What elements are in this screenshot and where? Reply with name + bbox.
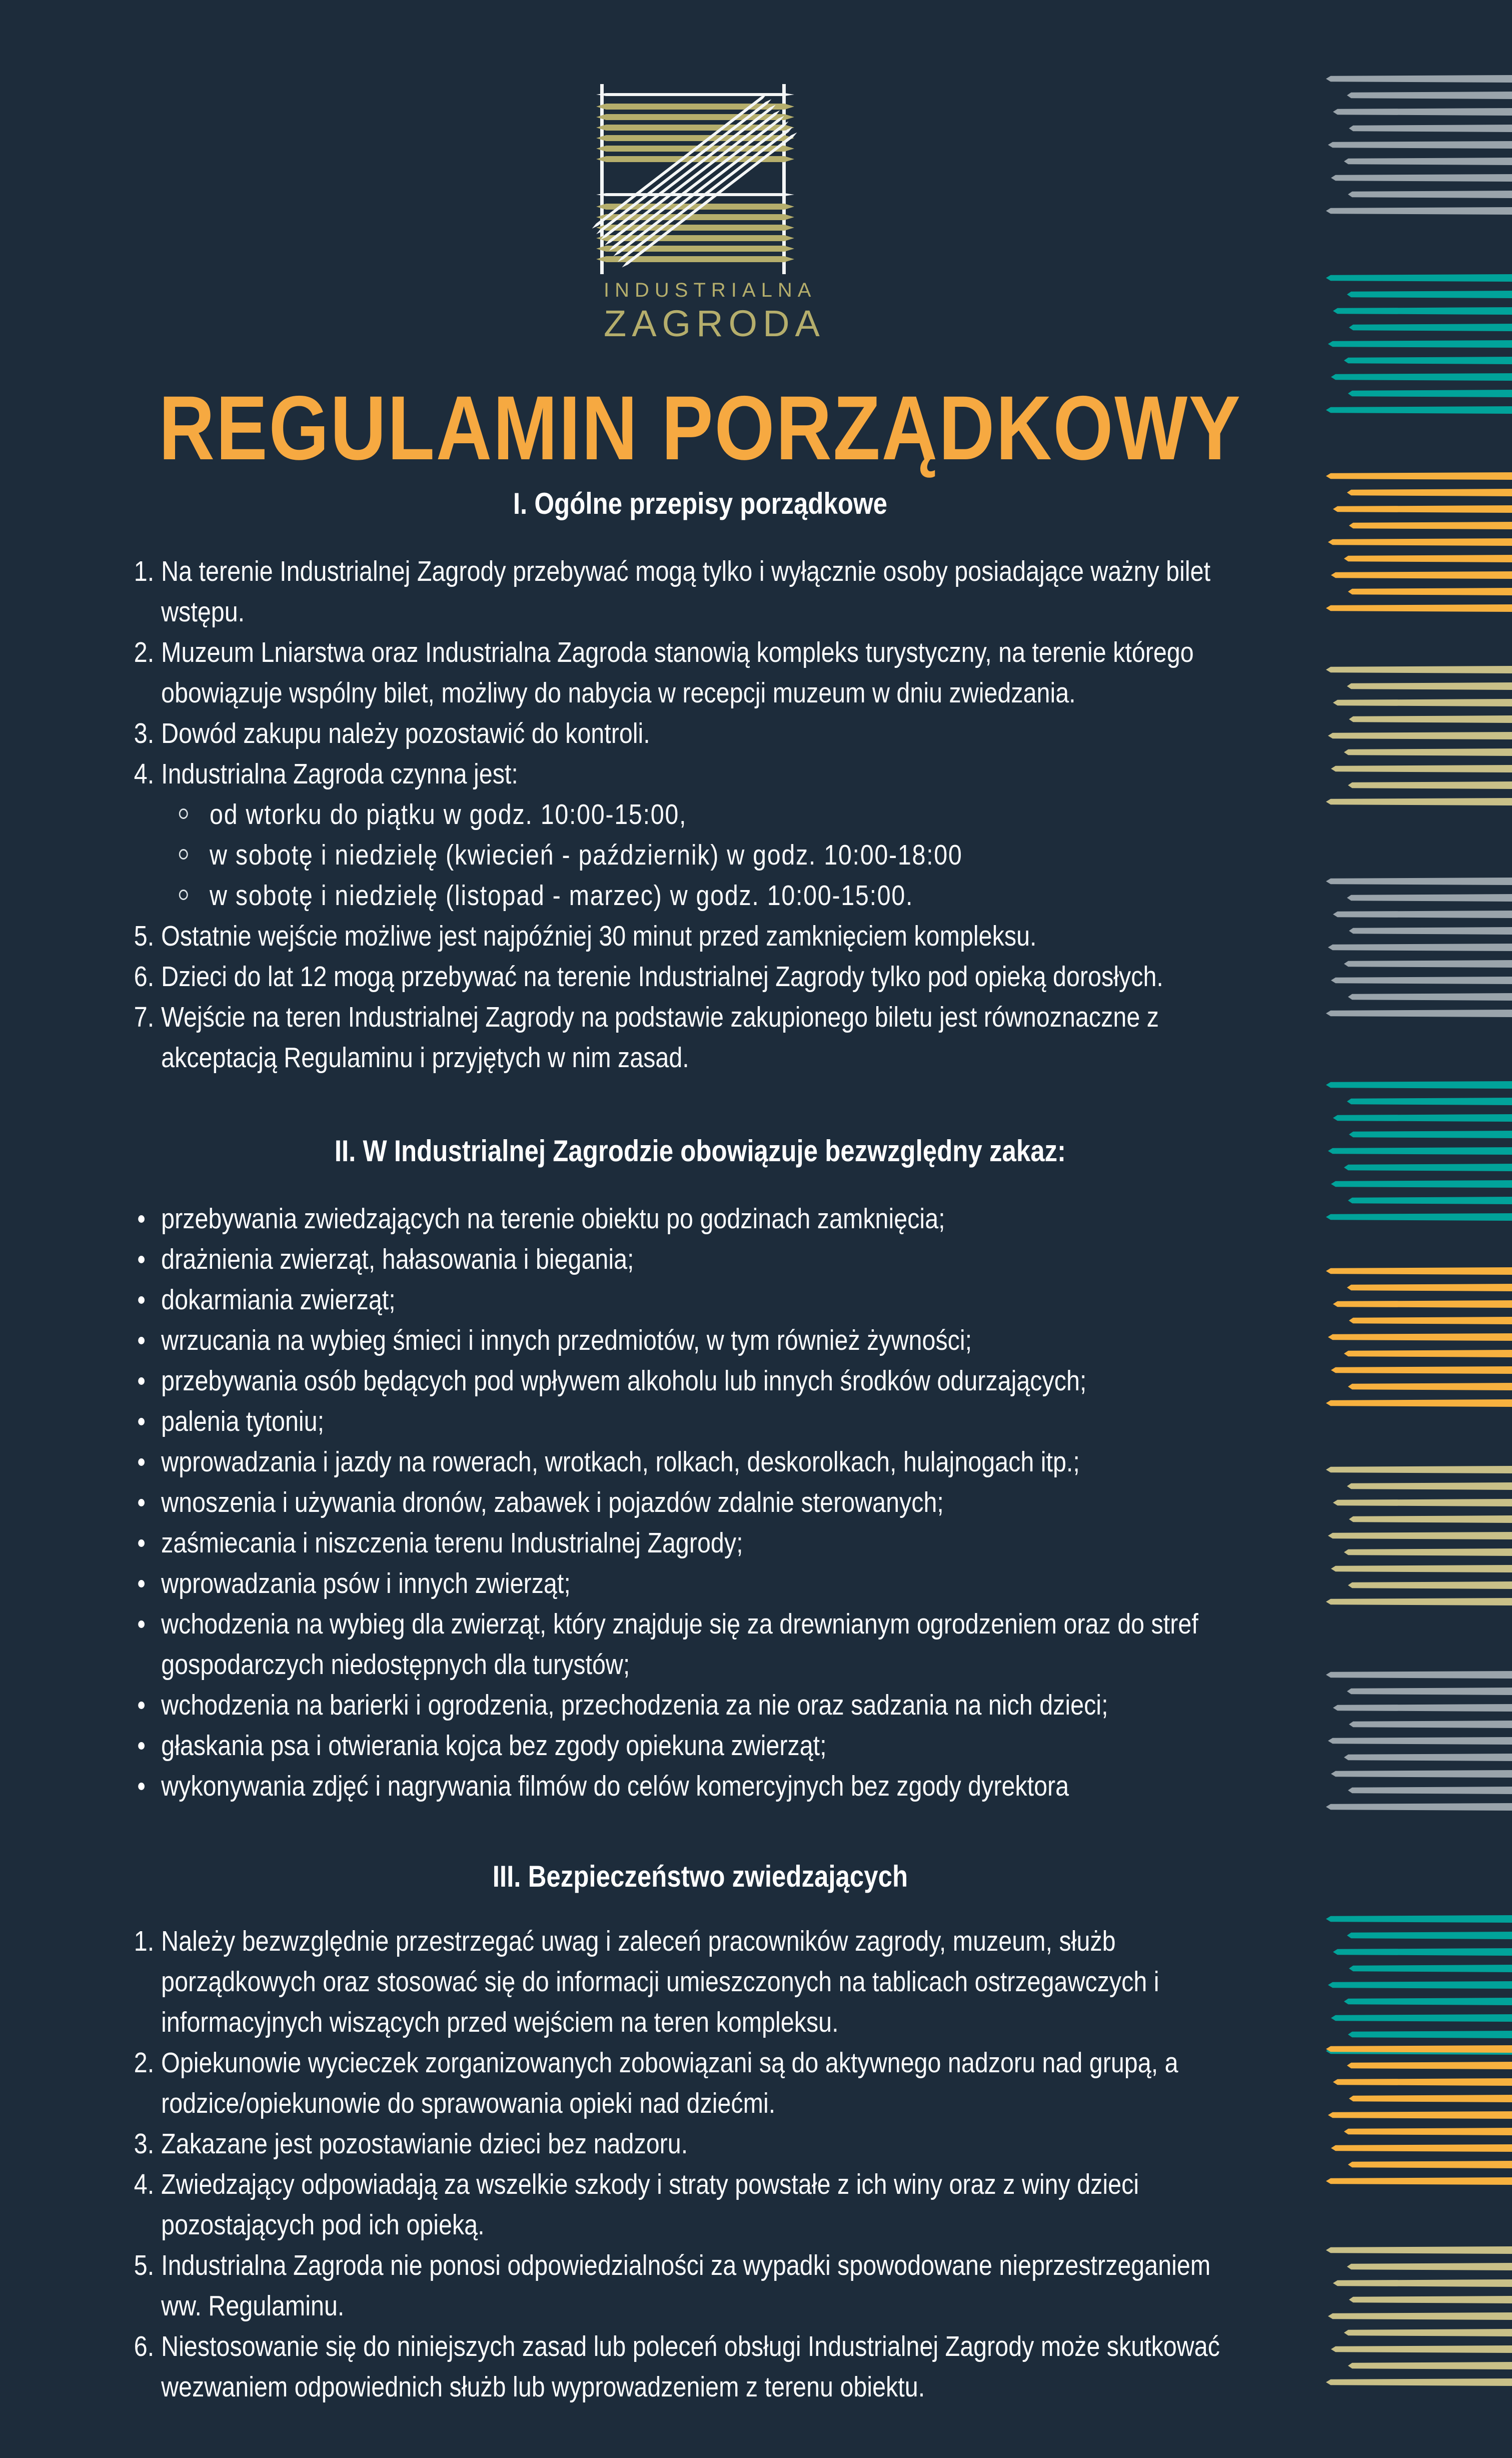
list-item	[134, 2326, 1256, 2407]
bullet-icon	[138, 1539, 145, 1547]
item-text: Industrialna Zagroda nie ponosi odpowiedzialności za wypadki spowodowane nieprzestrzeganiem ww. Regulaminu.	[161, 2249, 1211, 2322]
list-item	[134, 1239, 1256, 1280]
item-number: 3.	[134, 2128, 155, 2160]
bullet-icon	[138, 1620, 145, 1628]
item-number: 2.	[134, 636, 155, 668]
item-text: Opiekunowie wycieczek zorganizowanych zobowiązani są do aktywnego nadzoru nad grupą, a rodzice/opiekunowie do sprawowania opieki nad dziećmi.	[161, 2047, 1178, 2119]
section-list-3	[134, 1921, 1256, 2407]
section-list-1	[134, 551, 1256, 1078]
open-circle-bullet-icon	[179, 890, 188, 900]
item-text: Należy bezwzględnie przestrzegać uwag i zaleceń pracowników zagrody, muzeum, służb porządkowych oraz stosować się do informacji umieszczonych na tablicach ostrzegawczych i informacyjnych wiszących przed wejściem na teren kompleksu.	[161, 1925, 1159, 2038]
list-item	[134, 1442, 1256, 1482]
open-circle-bullet-icon	[179, 849, 188, 860]
item-number: 6.	[134, 2330, 155, 2362]
item-number: 2.	[134, 2047, 155, 2079]
list-item	[134, 713, 1256, 754]
bullet-icon	[138, 1458, 145, 1466]
sub-list-item	[176, 876, 1256, 916]
list-item	[134, 551, 1256, 632]
item-text: zaśmiecania i niszczenia terenu Industrialnej Zagrody;	[161, 1527, 743, 1559]
item-text: palenia tytoniu;	[161, 1405, 325, 1437]
item-text: Na terenie Industrialnej Zagrody przebywać mogą tylko i wyłącznie osoby posiadające ważny bilet wstępu.	[161, 555, 1211, 628]
sub-list-item	[176, 835, 1256, 876]
item-text: przebywania osób będących pod wpływem alkoholu lub innych środków odurzających;	[161, 1365, 1087, 1397]
sub-list	[161, 794, 1256, 916]
item-number: 6.	[134, 961, 155, 993]
item-text: wnoszenia i używania dronów, zabawek i pojazdów zdalnie sterowanych;	[161, 1486, 944, 1518]
bullet-icon	[138, 1742, 145, 1750]
bullet-icon	[138, 1256, 145, 1263]
section-heading-2: II. W Industrialnej Zagrodzie obowiązuje bezwzględny zakaz:	[334, 1134, 1066, 1168]
list-item	[134, 1320, 1256, 1361]
item-text: Zwiedzający odpowiadają za wszelkie szkody i straty powstałe z ich winy oraz z winy dzieci pozostających pod ich opieką.	[161, 2168, 1139, 2241]
section-heading-1: I. Ogólne przepisy porządkowe	[513, 487, 888, 520]
list-item	[134, 1361, 1256, 1401]
item-number: 4.	[134, 758, 155, 790]
list-item	[134, 1482, 1256, 1523]
item-text: Zakazane jest pozostawianie dzieci bez nadzoru.	[161, 2128, 688, 2160]
page-title: REGULAMIN PORZĄDKOWY	[159, 377, 1242, 479]
sub-item-text: od wtorku do piątku w godz. 10:00-15:00,	[210, 798, 687, 831]
item-number: 3.	[134, 717, 155, 749]
sub-item-text: w sobotę i niedzielę (listopad - marzec) w godz. 10:00-15:00.	[210, 880, 914, 912]
item-text: Industrialna Zagroda czynna jest:	[161, 758, 518, 790]
item-text: Dowód zakupu należy pozostawić do kontroli.	[161, 717, 650, 749]
list-item	[134, 1766, 1256, 1807]
list-item	[134, 1921, 1256, 2043]
list-item	[134, 957, 1256, 997]
list-item	[134, 2164, 1256, 2245]
item-number: 4.	[134, 2168, 155, 2200]
item-text: Muzeum Lniarstwa oraz Industrialna Zagroda stanowią kompleks turystyczny, na terenie którego obowiązuje wspólny bilet, możliwy do nabycia w recepcji muzeum w dniu zwiedzania.	[161, 636, 1194, 709]
bullet-icon	[138, 1418, 145, 1425]
item-number: 7.	[134, 1001, 155, 1033]
list-item	[134, 916, 1256, 957]
list-item	[134, 1280, 1256, 1320]
item-text: wprowadzania psów i innych zwierząt;	[161, 1567, 571, 1599]
bullet-icon	[138, 1580, 145, 1587]
bullet-icon	[138, 1702, 145, 1709]
list-item	[134, 754, 1256, 916]
bullet-icon	[138, 1377, 145, 1385]
bullet-icon	[138, 1783, 145, 1790]
logo-text-zagroda: ZAGRODA	[604, 303, 825, 344]
list-item	[134, 2124, 1256, 2164]
list-item	[134, 1401, 1256, 1442]
item-text: wchodzenia na wybieg dla zwierząt, który znajduje się za drewnianym ogrodzeniem oraz do stref gospodarczych niedostępnych dla turystów;	[161, 1608, 1198, 1681]
bullet-icon	[138, 1215, 145, 1223]
item-number: 1.	[134, 555, 155, 587]
item-text: Dzieci do lat 12 mogą przebywać na terenie Industrialnej Zagrody tylko pod opieką dorosłych.	[161, 961, 1163, 993]
list-item	[134, 1726, 1256, 1766]
bullet-icon	[138, 1499, 145, 1506]
item-number: 5.	[134, 920, 155, 952]
item-text: przebywania zwiedzających na terenie obiektu po godzinach zamknięcia;	[161, 1203, 945, 1235]
list-item	[134, 997, 1256, 1078]
item-text: dokarmiania zwierząt;	[161, 1284, 396, 1316]
list-item	[134, 1199, 1256, 1239]
logo-text-industrialna: INDUSTRIALNA	[604, 279, 817, 301]
list-item	[134, 2043, 1256, 2124]
item-number: 5.	[134, 2249, 155, 2281]
list-item	[134, 1563, 1256, 1604]
list-item	[134, 1685, 1256, 1726]
bullet-icon	[138, 1296, 145, 1304]
item-text: drażnienia zwierząt, hałasowania i biegania;	[161, 1243, 634, 1275]
sub-list-item	[176, 794, 1256, 835]
item-text: wykonywania zdjęć i nagrywania filmów do celów komercyjnych bez zgody dyrektora	[161, 1770, 1069, 1802]
item-text: Wejście na teren Industrialnej Zagrody na podstawie zakupionego biletu jest równoznaczne z akceptacją Regulaminu i przyjętych w nim zasad.	[161, 1001, 1159, 1074]
open-circle-bullet-icon	[179, 808, 188, 819]
list-item	[134, 1604, 1256, 1685]
item-text: wprowadzania i jazdy na rowerach, wrotkach, rolkach, deskorolkach, hulajnogach itp.;	[161, 1446, 1080, 1478]
item-number: 1.	[134, 1925, 155, 1957]
item-text: wrzucania na wybieg śmieci i innych przedmiotów, w tym również żywności;	[161, 1324, 972, 1356]
sub-item-text: w sobotę i niedzielę (kwiecień - październik) w godz. 10:00-18:00	[210, 839, 963, 871]
item-text: Ostatnie wejście możliwe jest najpóźniej 30 minut przed zamknięciem kompleksu.	[161, 920, 1037, 952]
item-text: Niestosowanie się do niniejszych zasad lub poleceń obsługi Industrialnej Zagrody może skutkować wezwaniem odpowiednich służb lub wyprowadzeniem z terenu obiektu.	[161, 2330, 1220, 2403]
list-item	[134, 632, 1256, 713]
item-text: wchodzenia na barierki i ogrodzenia, przechodzenia za nie oraz sadzania na nich dzieci;	[161, 1689, 1108, 1721]
section-heading-3: III. Bezpieczeństwo zwiedzających	[492, 1860, 908, 1893]
section-list-2	[134, 1199, 1256, 1807]
bullet-icon	[138, 1337, 145, 1344]
item-text: głaskania psa i otwierania kojca bez zgody opiekuna zwierząt;	[161, 1730, 827, 1762]
list-item	[134, 1523, 1256, 1563]
list-item	[134, 2245, 1256, 2326]
